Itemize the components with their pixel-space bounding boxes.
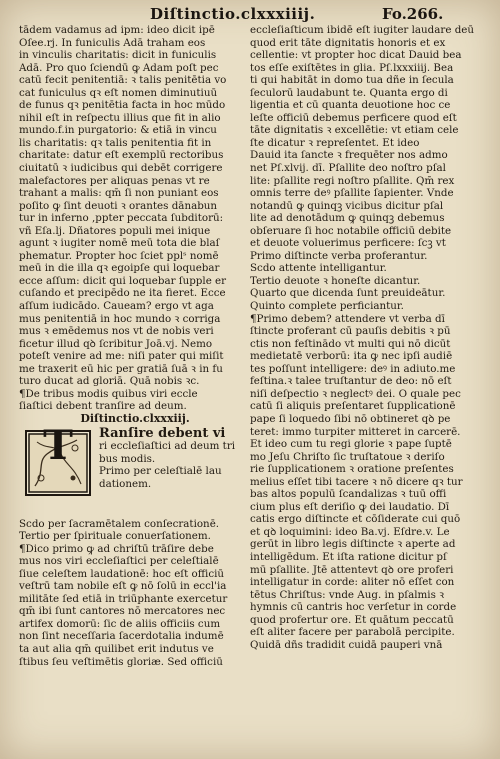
text-line: Oſee.rj. In funiculis Adā traham eos [19,36,206,49]
text-beside-initial [99,425,251,491]
text-line: dationem. [99,477,152,490]
text-line: mū pſallite. Jtē attentevt qꝺ ore proferi [250,563,454,576]
text-line: ligentia et cū quanta deuotione hoc ce [250,99,451,112]
text-line: bas altos populū ſcandalizas ꝛ tuū offi [250,488,447,501]
text-line: mus nos viri eccleſiaſtici per celeſtialē [19,555,219,568]
text-line: ta aut alia qm̄ quilibet erit indutus ve [19,642,214,655]
section-heading: Diſtinctio.clxxxiij. [80,411,190,425]
text-line: notandū ꝙ quinqꝫ vicibus dicitur pſal [250,199,444,212]
text-line: Tertio per ſpirituale conuerſationem. [19,530,211,543]
text-line: ri eccleſiaſtici ad deum tri [99,440,236,453]
text-line: militāte ſed etiā in triūphante exercetur [19,592,228,605]
text-line: ciuitatū ꝛ iudicibus qui debēt corrigere [19,162,223,175]
text-line: agunt ꝛ iugiter nomē meū tota die blaſ [19,237,220,250]
text-line: tos eſſe exiſtētes in glia. Pſ.lxxxiiij. Bea [250,61,454,74]
text-line: ¶Primo debem? attendere vt verba dī [250,312,445,325]
text-line: non ſint neceſſaria ſacerdotalia indumē [19,630,224,643]
text-line: cellentie: vt propter hoc dicat Dauid bea [250,49,462,62]
text-line: lite: pſallite regi noſtro pſallite. Qm̄ rex [250,174,455,187]
initial-block [19,421,251,516]
text-line: eccleſiaſticum ibidē eſt iugiter laudare deū [250,24,475,36]
text-line: bus modis. [99,452,156,465]
text-line: teret: immo turpiter mitteret in carcerē. [250,425,461,438]
text-line: nihil eſt in reſpectu illius que fit in alio [19,111,221,124]
text-line: mundo.f.in purgatorio: & etiā in vincu [19,124,217,137]
text-line: ſeculorū laudabunt te. Quanta ergo di [250,86,448,99]
text-line: et deuote voluerimus perficere: ſcꝫ vt [250,237,446,250]
text-line: ſte dicatur ꝛ repreſentet. Et ideo [250,136,420,149]
text-line: tētus Chriſtus: vnde Aug. in pſalmis ꝛ [250,588,445,601]
text-line: et qꝺ loquimini: ideo Ba.vj. Eſdre.v. Le [250,525,450,538]
text-line: eſt aliter facere per parabolā percipite. [250,626,455,639]
text-line: niſi deſpectio ꝛ neglectꝰ dei. O quale pec [250,387,461,400]
text-line: de funus qꝛ penitētia facta in hoc mūdo [19,99,226,112]
text-line: feſtina.ꝛ talee truſtantur de deo: nō eſt [250,375,452,388]
text-line: tes poſſunt intelligere: deꝰ in adiuto.me [250,362,456,375]
text-line: Scdo per ſacramētalem conſecrationē. [19,517,220,530]
text-line: aſſum iudicādo. Caueam? ergo vt aga [19,300,214,313]
left-column-text-before [19,24,251,413]
text-line: vñ Eſa.lj. Dñatores populi mei inique [19,224,211,237]
text-line: me traxerit eū hic per gratiā ſuā ꝛ in fu [19,362,223,375]
text-line: catū ſi aliquis preſentaret ſupplicationē [250,400,456,413]
text-line: artifex domorū: ſic de aliis officiis cum [19,617,221,630]
left-column [19,24,251,668]
text-line: lite ad denotādum ꝙ quinqꝫ debemus [250,212,445,225]
text-line: ſtincte proferant cū pauſis debitis ꝛ pū [250,325,451,338]
text-line: Quidā dñs tradidit cuidā pauperi vnā [250,638,443,651]
text-line: catis ergo diſtincte et cōſiderate cui quō [250,513,461,526]
running-head: Diſtinctio.clxxxiiij. [150,5,316,23]
text-line: ti qui habitāt in domo tua dñe in ſecula [250,74,454,87]
text-line: intelligēdum. Et iſta ratione dicitur pſ [250,550,447,563]
text-line: melius eſſet tibi tacere ꝛ nō dicere qꝛ tur [250,475,463,488]
text-line: turo ducat ad gloriā. Quā nobis ꝛc. [19,375,200,388]
decorated-initial [25,421,91,496]
right-column [250,24,482,651]
text-line: qm̄ ibi ſunt cantores nō mercatores nec [19,605,226,618]
text-line: cium plus eſt deriſio ꝙ dei laudatio. Dī [250,500,450,513]
text-line: ¶De tribus modis quibus viri eccle [19,387,198,400]
text-line: ſtibus ſeu veſtimētis gloriæ. Sed officiū [19,655,223,668]
text-line: charitate: datur eſt exemplū rectoribus [19,149,224,162]
text-line: malefactores per aliquas penas vt re [19,174,210,187]
text-line: tur in inferno ,ppter peccata ſubditorū: [19,212,224,225]
text-line: cuſando et precipēdo ne ita fieret. Ecce [19,287,226,300]
text-line: Scdo attente intelligantur. [250,262,387,275]
text-line: ctis non feſtinādo vt multi qui nō dicūt [250,337,451,350]
text-line: rie ſupplicationem ꝛ oratione preſentes [250,463,454,476]
text-line: ficetur illud qꝺ ſcribitur Joā.vj. Nemo [19,337,213,350]
text-line: quod erit tāte dignitatis honoris et ex [250,36,446,49]
text-line: mus ꝛ emēdemus nos vt de nobis veri [19,325,214,338]
text-line: Tertio deuote ꝛ honeſte dicantur. [250,274,421,287]
text-line: ſiaſtici debent tranſire ad deum. [19,400,187,413]
text-line: Primo diſtincte verba proferantur. [250,249,428,262]
text-line: trahant a malis: qm̄ ſi non puniant eos [19,187,219,200]
text-line: in vinculis charitatis: dicit in funiculis [19,49,217,62]
text-line: omnis terre deꝰ pſallite ſapienter. Vnde [250,187,454,200]
text-line: Primo per celeſtialē lau [99,465,222,478]
text-line: meū in die illa qꝛ egoipſe qui loquebar [19,262,220,275]
text-line: tāte dignitatis ꝛ excellētie: vt etiam cele [250,124,459,137]
text-line: net Pſ.xlvij. dī. Pſallite deo noſtro pſal [250,162,446,175]
text-line: poſito ꝙ ſint deuoti ꝛ orantes dānabun [19,199,218,212]
text-line: veſtrū tam nobile eſt ꝙ nō ſolū in eccl'ia [19,580,227,593]
text-line: tādem vadamus ad ipm: ideo dicit ipē [19,24,215,36]
text-line: gerūt in libro legis diſtincte ꝛ aperte ad [250,538,456,551]
text-line: hymnis cū cantris hoc verſetur in corde [250,601,457,614]
text-line: pape ſi loquedo ſibi nō obtineret qꝺ pe [250,412,451,425]
text-line: Ranſire debent vi [99,425,226,441]
text-line: Et ideo cum tu regi glorie ꝛ pape ſuptē [250,438,452,451]
text-line: ecce aſſum: dicit qui loquebar ſupple er [19,274,227,287]
text-line: obſeruare ſi hoc notabile officiū debite [250,224,452,237]
text-line: Quarto que dicenda ſunt preuideātur. [250,287,446,300]
text-line: catū fecit penitentiā: ꝛ talis penitētia vo [19,74,227,87]
text-line: Quinto complete perficiantur. [250,300,404,313]
text-line: Adā. Pro quo ſciendū ꝙ Adam poſt pec [19,61,219,74]
text-line: intelligatur in corde: aliter nō eſſet con [250,576,455,589]
text-line: medietatē verborū: ita ꝙ nec ipſi audiē [250,350,453,363]
left-column-text-after [19,518,251,669]
initial-letter: T [43,421,73,469]
text-line: quod profertur ore. Et quātum peccatū [250,613,454,626]
text-line: cat funiculus qꝛ eſt nomen diminutiuū [19,86,218,99]
text-line: mo Jeſu Chriſto ſic truſtatoue ꝛ deriſo [250,450,445,463]
text-line: phematur. Propter hoc ſciet pplˢ nomē [19,249,219,262]
text-line: mus penitentiā in hoc mundo ꝛ corriga [19,312,221,325]
text-line: leſte officiū debemus perficere quod eſt [250,111,457,124]
text-line: ¶Dico primo ꝙ ad chriſtū trāſire debe [19,542,214,555]
text-line: ſiue celeſtem laudationē: hoc eſt officiū [19,567,225,580]
text-line: Dauid ita ſancte ꝛ frequēter nos admo [250,149,448,162]
text-line: poteſt venire ad me: niſi pater qui miſit [19,350,224,363]
text-line: lis charitatis: qꝛ talis penitentia fit in [19,136,212,149]
folio-number: Fo.266. [382,5,444,23]
